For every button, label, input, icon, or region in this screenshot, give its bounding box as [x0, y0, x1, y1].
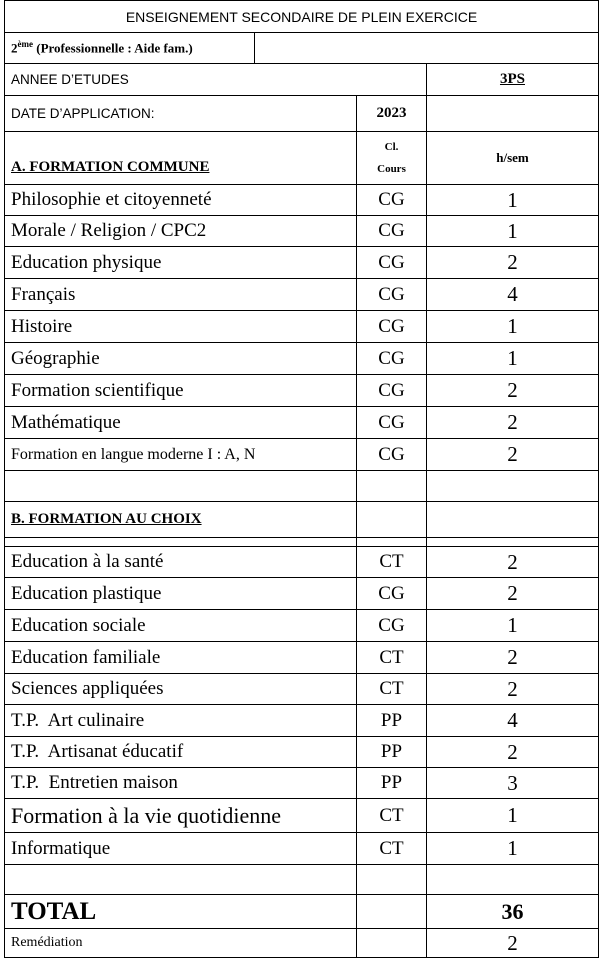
- class-cell: CG: [357, 375, 427, 407]
- hours-cell: 3: [427, 768, 599, 799]
- table-row: [5, 547, 599, 578]
- annee-value: 3PS: [427, 64, 599, 96]
- class-cell: CT: [357, 547, 427, 578]
- degree-row: [5, 33, 599, 64]
- table-row: [5, 407, 599, 439]
- class-cell: CG: [357, 407, 427, 439]
- table-row: [5, 311, 599, 343]
- section-b-header: [5, 502, 599, 538]
- subject-cell: Histoire: [5, 311, 357, 343]
- degree-label: (Professionnelle : Aide fam.): [36, 40, 193, 56]
- empty-cell: [5, 865, 357, 895]
- hours-cell: 2: [427, 439, 599, 471]
- subject-cell: Formation à la vie quotidienne: [5, 799, 357, 833]
- degree-superscript: ème: [17, 39, 33, 50]
- subject-cell: Français: [5, 279, 357, 311]
- section-a-title: A. FORMATION COMMUNE: [5, 132, 357, 185]
- table-row: [5, 705, 599, 737]
- table-row: [5, 610, 599, 642]
- empty-cell: [357, 538, 427, 547]
- spacer-row: [5, 865, 599, 895]
- annee-row: [5, 64, 599, 96]
- degree-cell: [5, 33, 255, 64]
- subject-cell: T.P. Entretien maison: [5, 768, 357, 799]
- class-header-line1: Cl.: [384, 141, 399, 153]
- degree-empty-cell: [255, 33, 599, 64]
- class-cell: PP: [357, 737, 427, 768]
- table-row: [5, 674, 599, 705]
- hours-cell: 1: [427, 833, 599, 865]
- subject-cell: Sciences appliquées: [5, 674, 357, 705]
- table-row: [5, 799, 599, 833]
- class-cell: CG: [357, 578, 427, 610]
- date-label: DATE D’APPLICATION:: [5, 96, 357, 132]
- subject-cell: Philosophie et citoyenneté: [5, 185, 357, 216]
- subject-cell: T.P. Artisanat éducatif: [5, 737, 357, 768]
- hours-column-header: h/sem: [427, 132, 599, 185]
- hours-cell: 1: [427, 311, 599, 343]
- class-cell: CG: [357, 343, 427, 375]
- table-row: [5, 578, 599, 610]
- subject-cell: Mathématique: [5, 407, 357, 439]
- class-cell: CG: [357, 185, 427, 216]
- remediation-row: [5, 929, 599, 958]
- hours-cell: 2: [427, 674, 599, 705]
- empty-cell: [5, 471, 357, 502]
- empty-cell: [427, 865, 599, 895]
- hours-cell: 1: [427, 610, 599, 642]
- total-value: 36: [427, 895, 599, 929]
- annee-label: ANNEE D’ETUDES: [5, 64, 427, 96]
- subject-cell: Education sociale: [5, 610, 357, 642]
- degree-number: 2: [11, 40, 18, 56]
- empty-cell: [357, 471, 427, 502]
- class-cell: CT: [357, 674, 427, 705]
- hours-cell: 2: [427, 737, 599, 768]
- hours-cell: 4: [427, 705, 599, 737]
- total-row: [5, 895, 599, 929]
- section-b-title: B. FORMATION AU CHOIX: [5, 502, 357, 538]
- empty-cell: [427, 471, 599, 502]
- empty-cell: [357, 895, 427, 929]
- subject-cell: Géographie: [5, 343, 357, 375]
- subject-cell: Education plastique: [5, 578, 357, 610]
- table-row: [5, 185, 599, 216]
- hours-cell: 2: [427, 247, 599, 279]
- hours-cell: 1: [427, 216, 599, 247]
- hours-cell: 2: [427, 578, 599, 610]
- empty-cell: [357, 929, 427, 958]
- table-row: [5, 279, 599, 311]
- table-row: [5, 439, 599, 471]
- table-row: [5, 375, 599, 407]
- remediation-label: Remédiation: [5, 929, 357, 958]
- date-empty-cell: [427, 96, 599, 132]
- empty-cell: [357, 865, 427, 895]
- table-row: [5, 768, 599, 799]
- subject-cell: Informatique: [5, 833, 357, 865]
- section-a-header: [5, 132, 599, 185]
- subject-cell: Education à la santé: [5, 547, 357, 578]
- table-row: [5, 247, 599, 279]
- spacer-row: [5, 538, 599, 547]
- table-row: [5, 642, 599, 674]
- class-cell: CG: [357, 311, 427, 343]
- table-row: [5, 737, 599, 768]
- class-cell: PP: [357, 705, 427, 737]
- subject-cell: Education physique: [5, 247, 357, 279]
- subject-cell: Formation en langue moderne I : A, N: [5, 439, 357, 471]
- class-cell: CG: [357, 610, 427, 642]
- class-cell: PP: [357, 768, 427, 799]
- class-cell: CG: [357, 216, 427, 247]
- subject-cell: Formation scientifique: [5, 375, 357, 407]
- table-row: [5, 216, 599, 247]
- total-label: TOTAL: [5, 895, 357, 929]
- title-row: [5, 1, 599, 33]
- table-title: ENSEIGNEMENT SECONDAIRE DE PLEIN EXERCICE: [5, 1, 599, 33]
- class-column-header: [357, 132, 427, 185]
- table-row: [5, 833, 599, 865]
- class-cell: CG: [357, 279, 427, 311]
- hours-cell: 1: [427, 343, 599, 375]
- class-cell: CG: [357, 247, 427, 279]
- hours-cell: 1: [427, 799, 599, 833]
- empty-cell: [5, 538, 357, 547]
- class-cell: CT: [357, 833, 427, 865]
- hours-cell: 2: [427, 375, 599, 407]
- class-cell: CT: [357, 642, 427, 674]
- empty-cell: [357, 502, 427, 538]
- hours-cell: 2: [427, 547, 599, 578]
- subject-cell: T.P. Art culinaire: [5, 705, 357, 737]
- curriculum-table: [4, 0, 599, 958]
- empty-cell: [427, 538, 599, 547]
- spacer-row: [5, 471, 599, 502]
- hours-cell: 2: [427, 407, 599, 439]
- subject-cell: Education familiale: [5, 642, 357, 674]
- class-cell: CT: [357, 799, 427, 833]
- hours-cell: 1: [427, 185, 599, 216]
- subject-cell: Morale / Religion / CPC2: [5, 216, 357, 247]
- hours-cell: 2: [427, 642, 599, 674]
- remediation-value: 2: [427, 929, 599, 958]
- class-header-line2: Cours: [377, 163, 406, 175]
- empty-cell: [427, 502, 599, 538]
- date-row: [5, 96, 599, 132]
- class-cell: CG: [357, 439, 427, 471]
- date-value: 2023: [357, 96, 427, 132]
- table-row: [5, 343, 599, 375]
- hours-cell: 4: [427, 279, 599, 311]
